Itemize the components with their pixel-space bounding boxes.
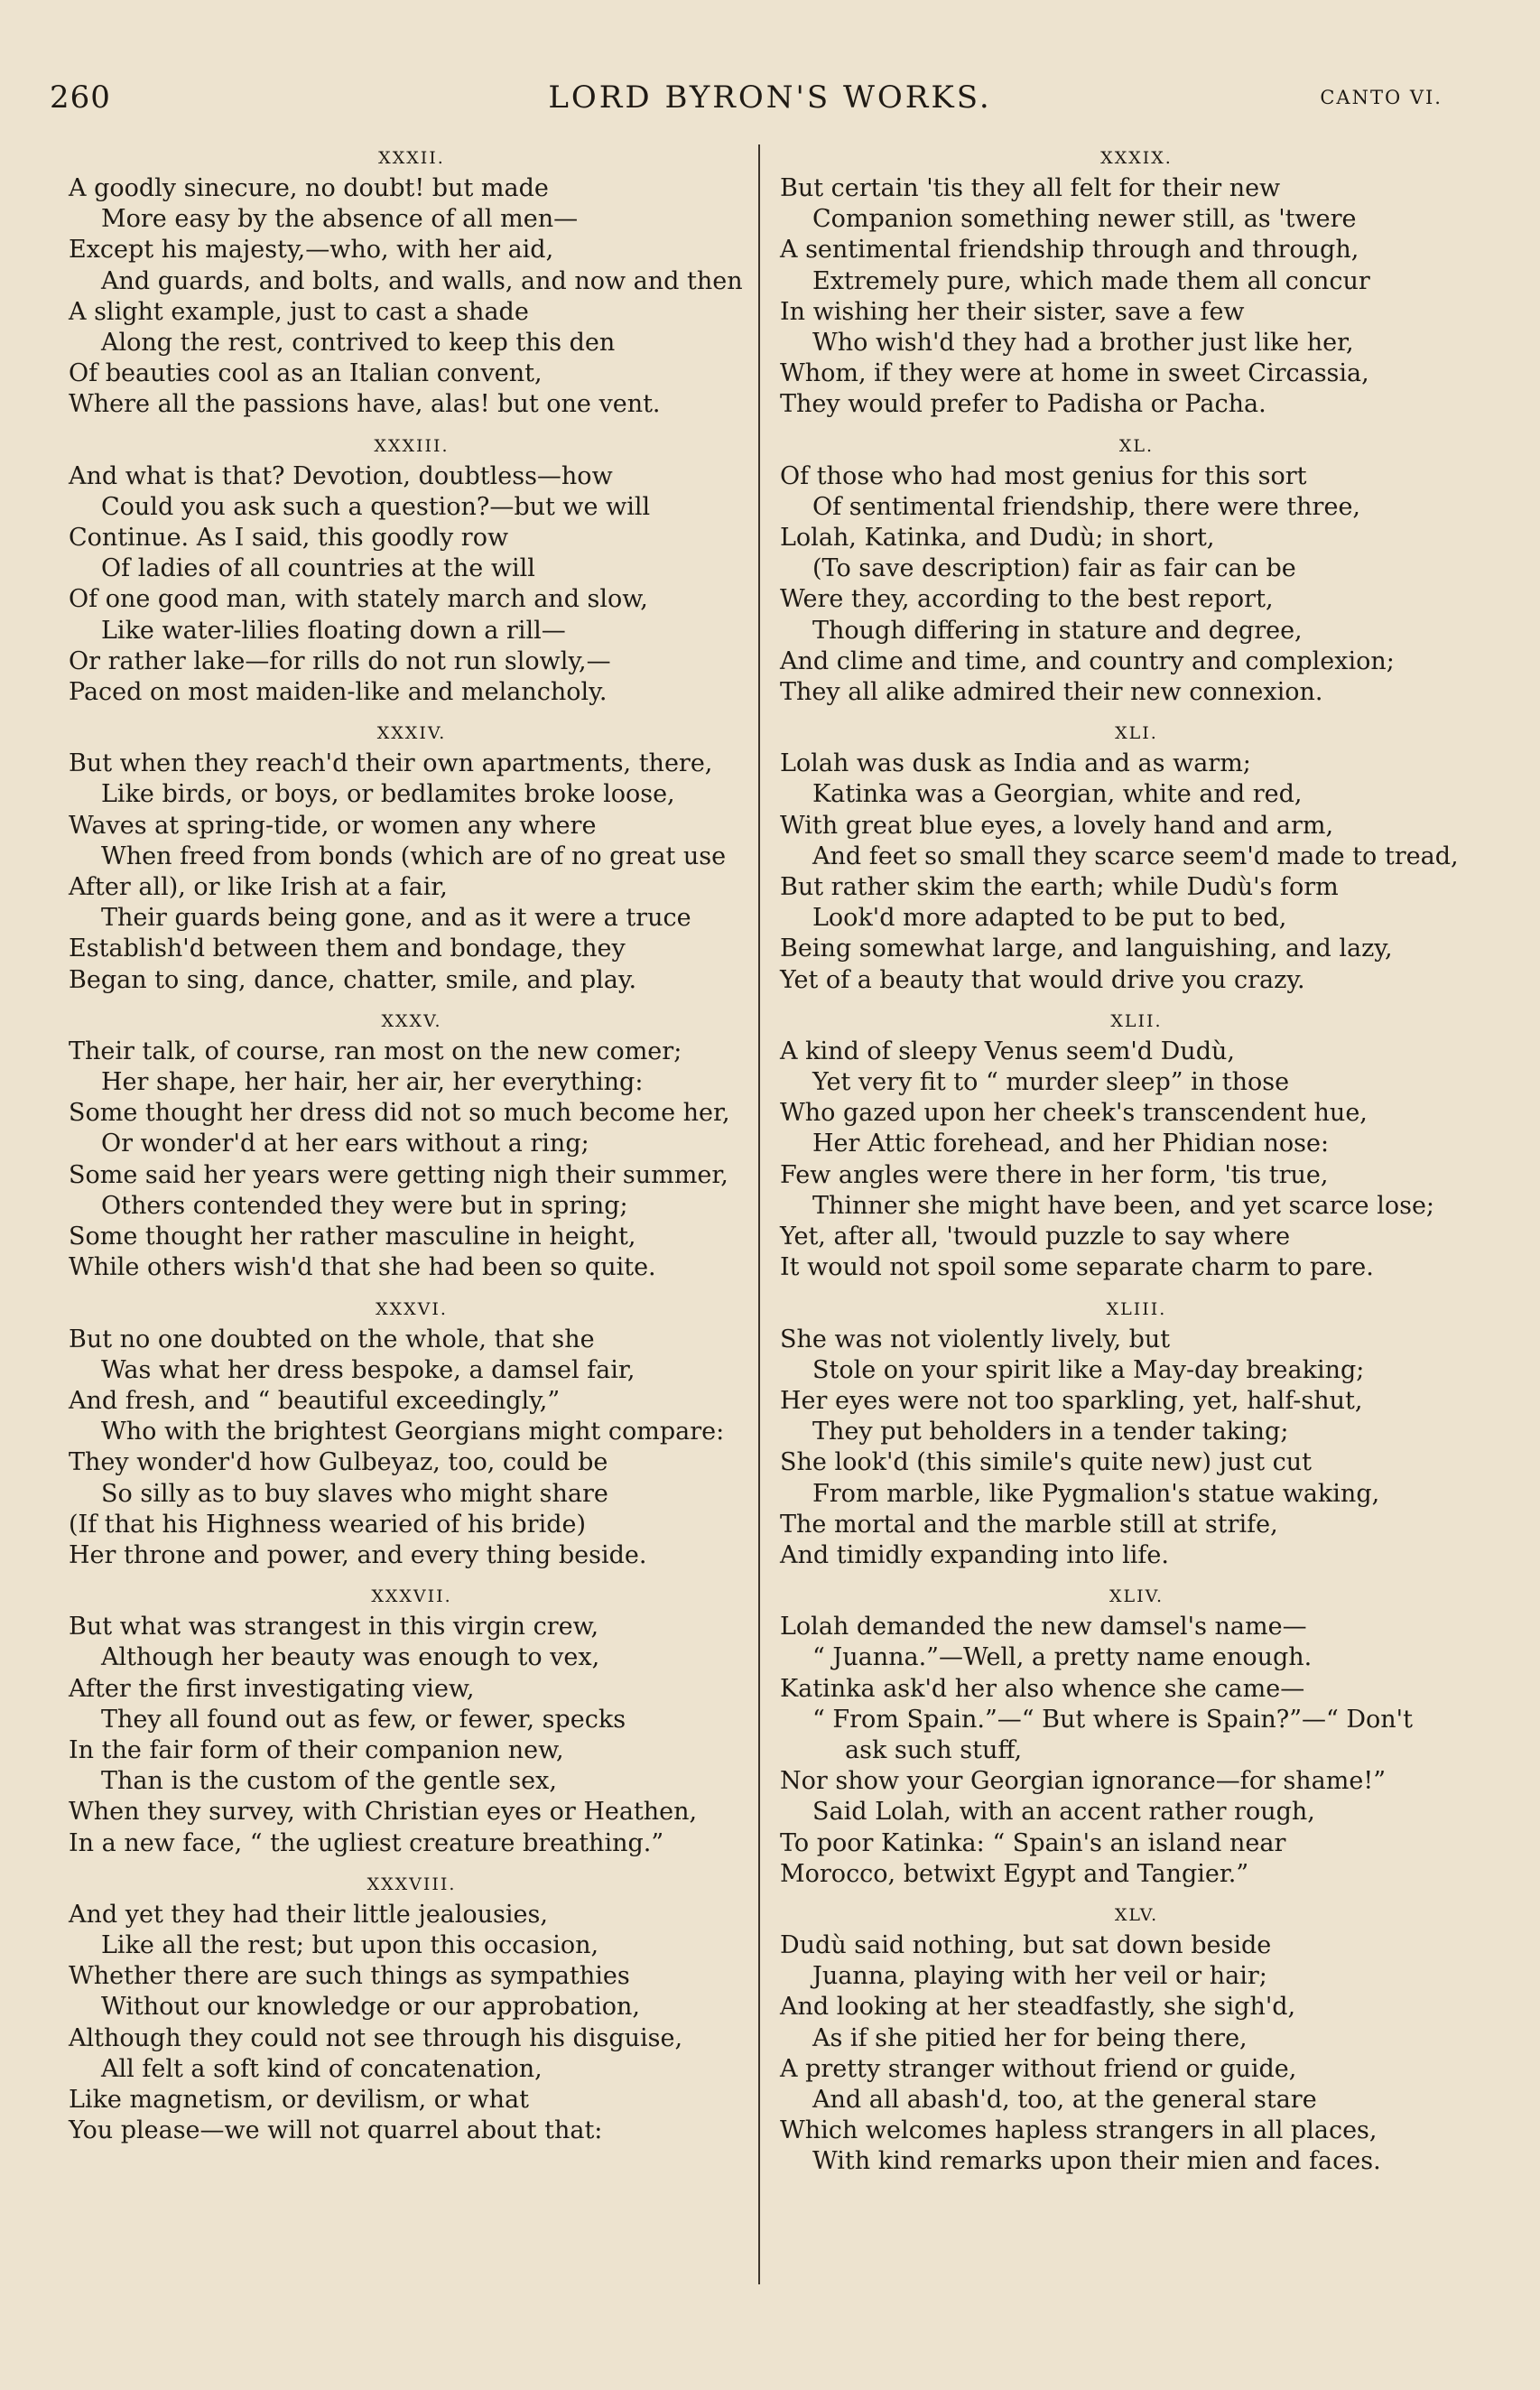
verse-line: Said Lolah, with an accent rather rough, xyxy=(812,1798,1315,1827)
verse-line: Her shape, her hair, her air, her everything: xyxy=(101,1068,644,1097)
verse-line: Could you ask such a question?—but we will xyxy=(101,492,651,521)
verse-line: Of one good man, with stately march and slow, xyxy=(69,585,648,614)
verse-line: So silly as to buy slaves who might share xyxy=(101,1479,608,1508)
verse-line: Though differing in stature and degree, xyxy=(812,616,1303,645)
page-header xyxy=(0,79,1540,125)
page-number: 260 xyxy=(50,79,111,116)
stanza xyxy=(780,1008,1493,1284)
stanza-numeral: XXXV. xyxy=(381,1010,442,1031)
verse-line: A goodly sinecure, no doubt! but made xyxy=(69,174,549,202)
verse-line: Began to sing, dance, chatter, smile, and play. xyxy=(69,965,637,994)
verse-line: (To save description) fair as fair can be xyxy=(812,554,1296,583)
stanza-numeral: XXXII. xyxy=(378,148,445,168)
verse-line: Some said her years were getting nigh their summer, xyxy=(69,1160,728,1189)
verse-line: And all abash'd, too, at the general stare xyxy=(812,2085,1317,2114)
stanza-numeral: XLV. xyxy=(1114,1904,1159,1925)
verse-line: You please—we will not quarrel about that: xyxy=(69,2116,603,2145)
stanza xyxy=(69,1008,755,1284)
verse-line: Without our knowledge or our approbation, xyxy=(101,1993,641,2022)
verse-line: Although her beauty was enough to vex, xyxy=(101,1643,600,1672)
verse-line: Dudù said nothing, but sat down beside xyxy=(780,1930,1272,1959)
verse-line: All felt a soft kind of concatenation, xyxy=(101,2054,543,2083)
verse-line: Continue. As I said, this goodly row xyxy=(69,524,509,553)
stanza-numeral: XLIV. xyxy=(1109,1586,1164,1607)
verse-line: Which welcomes hapless strangers in all places, xyxy=(780,2116,1378,2145)
verse-line: Whether there are such things as sympathies xyxy=(69,1962,630,1991)
verse-line: As if she pitied her for being there, xyxy=(812,2023,1248,2052)
verse-line: A sentimental friendship through and through, xyxy=(780,236,1359,265)
verse-line: Like all the rest; but upon this occasion, xyxy=(101,1930,599,1959)
verse-line: Waves at spring-tide, or women any where xyxy=(69,811,597,840)
verse-line: While others wish'd that she had been so quite. xyxy=(69,1253,656,1282)
stanza xyxy=(780,1583,1493,1890)
stanza xyxy=(69,1583,755,1859)
verse-line: Whom, if they were at home in sweet Circassia, xyxy=(780,359,1369,388)
verse-line: And feet so small they scarce seem'd made to tread, xyxy=(812,842,1459,870)
stanza xyxy=(69,1296,755,1572)
verse-line: She look'd (this simile's quite new) just cut xyxy=(780,1448,1313,1477)
verse-line: Where all the passions have, alas! but one vent. xyxy=(69,390,661,419)
verse-line: A pretty stranger without friend or guide, xyxy=(780,2054,1297,2083)
verse-line: Thinner she might have been, and yet scarce lose; xyxy=(812,1191,1435,1220)
verse-line: And clime and time, and country and complexion; xyxy=(780,646,1395,675)
verse-line: Her throne and power, and every thing beside. xyxy=(69,1540,647,1569)
verse-line: Although they could not see through his disguise, xyxy=(69,2023,683,2052)
verse-line: They wonder'd how Gulbeyaz, too, could be xyxy=(69,1448,608,1477)
verse-line: The mortal and the marble still at strife, xyxy=(780,1510,1278,1539)
verse-line: Katinka ask'd her also whence she came— xyxy=(780,1674,1305,1703)
verse-line: Morocco, betwixt Egypt and Tangier.” xyxy=(780,1859,1249,1888)
verse-line: She was not violently lively, but xyxy=(780,1325,1171,1353)
verse-line: They all alike admired their new connexion. xyxy=(780,678,1323,707)
stanza-numeral: XLIII. xyxy=(1106,1298,1167,1319)
stanza xyxy=(780,432,1493,709)
verse-line: Or rather lake—for rills do not run slowly,— xyxy=(69,646,611,675)
verse-line: Like water-lilies floating down a rill— xyxy=(101,616,566,645)
verse-line: Were they, according to the best report, xyxy=(780,585,1274,614)
verse-line: They all found out as few, or fewer, specks xyxy=(101,1705,626,1734)
stanza-numeral: XLII. xyxy=(1110,1010,1163,1031)
verse-line: Of sentimental friendship, there were three, xyxy=(812,492,1360,521)
verse-line: With kind remarks upon their mien and faces. xyxy=(812,2147,1381,2176)
verse-line: Her eyes were not too sparkling, yet, half-shut, xyxy=(780,1386,1363,1415)
verse-line: And what is that? Devotion, doubtless—how xyxy=(69,461,613,490)
verse-line: (If that his Highness wearied of his bride) xyxy=(69,1510,587,1539)
verse-line: But no one doubted on the whole, that she xyxy=(69,1325,595,1353)
verse-line: Being somewhat large, and languishing, and lazy, xyxy=(780,935,1393,963)
verse-line: “ From Spain.”—“ But where is Spain?”—“ Don't xyxy=(812,1705,1413,1734)
stanza-numeral: XXXVII. xyxy=(371,1586,452,1607)
verse-line: And timidly expanding into life. xyxy=(780,1540,1169,1569)
verse-line: From marble, like Pygmalion's statue waking, xyxy=(812,1479,1380,1508)
verse-line: Yet, after all, 'twould puzzle to say where xyxy=(780,1223,1291,1251)
verse-line: But rather skim the earth; while Dudù's form xyxy=(780,873,1339,902)
stanza xyxy=(780,1296,1493,1572)
verse-line: Paced on most maiden-like and melancholy. xyxy=(69,678,608,707)
verse-line: When they survey, with Christian eyes or Heathen, xyxy=(69,1798,698,1827)
verse-line: Some thought her rather masculine in height, xyxy=(69,1223,636,1251)
verse-line: In wishing her their sister, save a few xyxy=(780,297,1245,326)
stanza-numeral: XXXIV. xyxy=(376,723,447,744)
verse-line: Of ladies of all countries at the will xyxy=(101,554,535,583)
verse-line: A kind of sleepy Venus seem'd Dudù, xyxy=(780,1037,1235,1065)
stanza-numeral: XXXIX. xyxy=(1100,148,1173,168)
verse-line: ask such stuff, xyxy=(845,1735,1023,1764)
verse-line: Few angles were there in her form, 'tis true, xyxy=(780,1160,1329,1189)
verse-line: Of those who had most genius for this sort xyxy=(780,461,1307,490)
stanza-numeral: XLI. xyxy=(1115,723,1158,744)
verse-line: Their guards being gone, and as it were a truce xyxy=(101,904,691,933)
verse-line: But when they reach'd their own apartments, there, xyxy=(69,749,713,778)
stanza xyxy=(69,432,755,709)
verse-line: Of beauties cool as an Italian convent, xyxy=(69,359,543,388)
verse-line: Others contended they were but in spring; xyxy=(101,1191,628,1220)
verse-line: “ Juanna.”—Well, a pretty name enough. xyxy=(812,1643,1313,1672)
verse-line: But what was strangest in this virgin crew, xyxy=(69,1613,599,1641)
verse-line: It would not spoil some separate charm to pare. xyxy=(780,1253,1374,1282)
stanza-numeral: XXXIII. xyxy=(374,435,450,456)
verse-line: Companion something newer still, as 'twere xyxy=(812,205,1357,234)
verse-line: Lolah was dusk as India and as warm; xyxy=(780,749,1251,778)
verse-line: Their talk, of course, ran most on the new comer; xyxy=(69,1037,682,1065)
verse-line: Her Attic forehead, and her Phidian nose: xyxy=(812,1130,1330,1158)
verse-line: To poor Katinka: “ Spain's an island near xyxy=(780,1828,1286,1857)
verse-line: Stole on your spirit like a May-day breaking; xyxy=(812,1355,1365,1384)
verse-line: Some thought her dress did not so much become her, xyxy=(69,1099,730,1128)
verse-line: Yet very fit to “ murder sleep” in those xyxy=(812,1068,1290,1097)
verse-line: Who with the brightest Georgians might compare: xyxy=(101,1418,725,1446)
verse-line: Extremely pure, which made them all concur xyxy=(812,266,1370,295)
verse-line: Or wonder'd at her ears without a ring; xyxy=(101,1130,589,1158)
verse-line: When freed from bonds (which are of no great use xyxy=(101,842,727,870)
verse-line: Than is the custom of the gentle sex, xyxy=(101,1767,557,1796)
verse-line: More easy by the absence of all men— xyxy=(101,205,579,234)
verse-line: Was what her dress bespoke, a damsel fair, xyxy=(101,1355,635,1384)
verse-line: Lolah, Katinka, and Dudù; in short, xyxy=(780,524,1215,553)
stanza xyxy=(69,720,755,996)
verse-line: And guards, and bolts, and walls, and now and then xyxy=(101,266,743,295)
stanza xyxy=(69,144,755,421)
verse-line: And looking at her steadfastly, she sigh'd, xyxy=(780,1993,1296,2022)
stanza-numeral: XXXVI. xyxy=(376,1298,448,1319)
verse-line: Juanna, playing with her veil or hair; xyxy=(812,1962,1267,1991)
verse-line: After all), or like Irish at a fair, xyxy=(69,873,448,902)
verse-line: And yet they had their little jealousies, xyxy=(69,1900,548,1929)
verse-line: They would prefer to Padisha or Pacha. xyxy=(780,390,1266,419)
stanza-numeral: XXXVIII. xyxy=(366,1874,457,1894)
verse-line: A slight example, just to cast a shade xyxy=(69,297,529,326)
verse-line: Lolah demanded the new damsel's name— xyxy=(780,1613,1307,1641)
verse-line: In a new face, “ the ugliest creature breathing.” xyxy=(69,1828,664,1857)
verse-line: They put beholders in a tender taking; xyxy=(812,1418,1289,1446)
verse-line: After the first investigating view, xyxy=(69,1674,475,1703)
verse-line: In the fair form of their companion new, xyxy=(69,1735,564,1764)
canto-label: CANTO VI. xyxy=(1320,87,1443,108)
stanza xyxy=(780,1902,1493,2178)
running-title: LORD BYRON'S WORKS. xyxy=(548,79,992,116)
verse-line: Establish'd between them and bondage, they xyxy=(69,935,626,963)
stanza-numeral: XL. xyxy=(1118,435,1155,456)
verse-line: Along the rest, contrived to keep this den xyxy=(101,329,616,358)
column-divider xyxy=(758,144,760,2284)
verse-line: With great blue eyes, a lovely hand and arm, xyxy=(780,811,1334,840)
verse-line: Nor show your Georgian ignorance—for shame!” xyxy=(780,1767,1387,1796)
right-column xyxy=(780,144,1493,2190)
verse-line: Who wish'd they had a brother just like her, xyxy=(812,329,1354,358)
verse-line: Who gazed upon her cheek's transcendent hue, xyxy=(780,1099,1368,1128)
verse-line: But certain 'tis they all felt for their new xyxy=(780,174,1281,202)
stanza xyxy=(780,144,1493,421)
verse-line: And fresh, and “ beautiful exceedingly,” xyxy=(69,1386,561,1415)
stanza xyxy=(69,1871,755,2147)
left-column xyxy=(69,144,755,2158)
verse-line: Like magnetism, or devilism, or what xyxy=(69,2085,529,2114)
verse-line: Yet of a beauty that would drive you crazy. xyxy=(780,965,1305,994)
verse-line: Like birds, or boys, or bedlamites broke loose, xyxy=(101,780,675,809)
verse-line: Look'd more adapted to be put to bed, xyxy=(812,904,1287,933)
verse-line: Except his majesty,—who, with her aid, xyxy=(69,236,554,265)
stanza xyxy=(780,720,1493,996)
verse-line: Katinka was a Georgian, white and red, xyxy=(812,780,1303,809)
